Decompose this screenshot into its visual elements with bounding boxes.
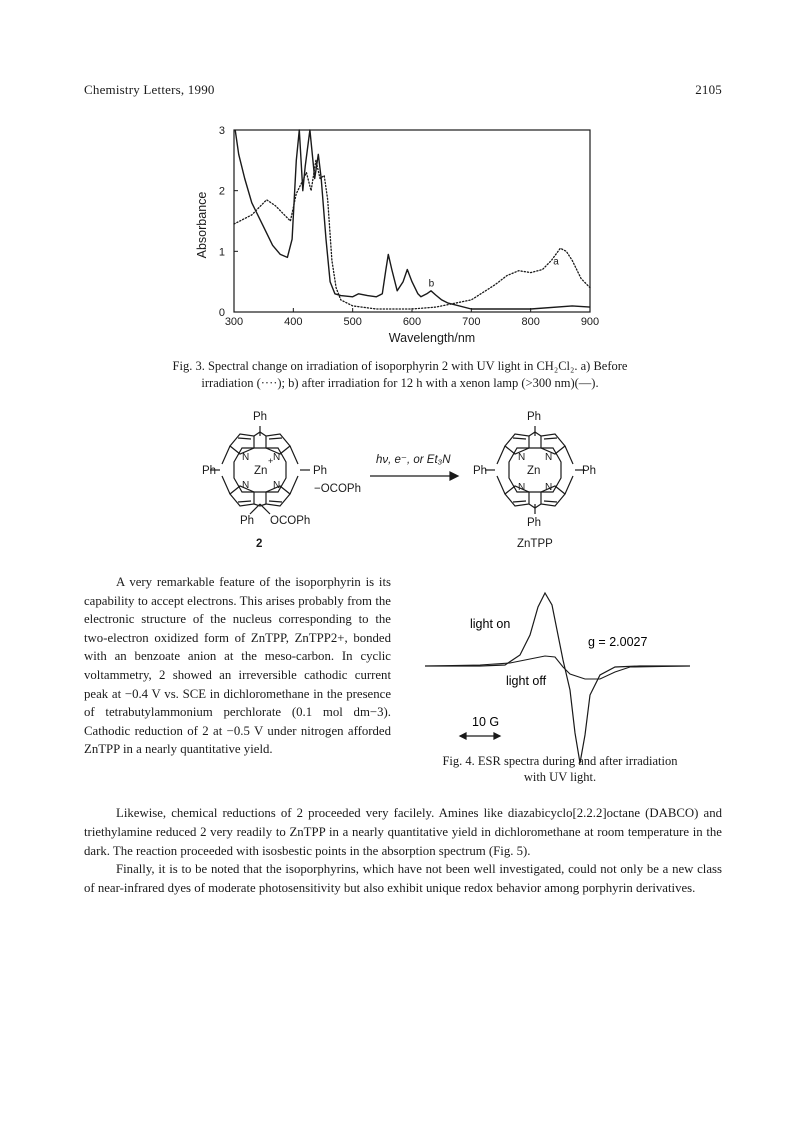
scale-bar bbox=[460, 733, 500, 739]
page-number: 2105 bbox=[695, 82, 722, 97]
ph-bottom-right: Ph bbox=[527, 517, 542, 529]
column-paragraph bbox=[84, 573, 391, 759]
fig4-caption-line2: with UV light. bbox=[523, 770, 597, 784]
y-tick-label: 1 bbox=[218, 246, 225, 259]
x-tick-label: 500 bbox=[343, 316, 362, 328]
plot-area bbox=[234, 130, 590, 312]
n-r-tl: N bbox=[518, 452, 526, 463]
x-tick-label: 400 bbox=[284, 316, 303, 328]
annotation-b: b bbox=[428, 278, 435, 290]
zn-right: Zn bbox=[527, 465, 541, 477]
n-r-br: N bbox=[545, 482, 553, 493]
g-value-label: g = 2.0027 bbox=[588, 635, 648, 649]
x-tick-label: 600 bbox=[402, 316, 422, 328]
fig3-caption-line1: Fig. 3. Spectral change on irradiation of isoporphyrin 2 with UV light in CH₂Cl₂. a) Before bbox=[172, 359, 628, 373]
fig3-caption-line2: irradiation (····); b) after irradiation for 12 h with a xenon lamp (>300 nm)(—). bbox=[201, 376, 599, 390]
x-tick-label: 800 bbox=[521, 316, 540, 328]
absorbance-chart bbox=[180, 118, 620, 354]
light-off-label: light off bbox=[506, 674, 547, 688]
counter-anion: −OCOPh bbox=[314, 483, 361, 495]
meso-ococph: OCOPh bbox=[270, 515, 311, 527]
x-axis-label: Wavelength/nm bbox=[388, 331, 476, 345]
esr-light-off-trace bbox=[425, 656, 690, 679]
ph-left-left: Ph bbox=[202, 465, 217, 477]
body-full bbox=[84, 804, 722, 898]
n-r-tr: N bbox=[545, 452, 553, 463]
esr-spectra bbox=[420, 585, 700, 765]
x-tick-label: 700 bbox=[462, 316, 481, 328]
x-tick-label: 900 bbox=[580, 316, 600, 328]
scale-label: 10 G bbox=[472, 715, 500, 729]
compound-label-zntpp: ZnTPP bbox=[517, 538, 553, 550]
chart-series bbox=[234, 130, 590, 309]
chart-frame bbox=[234, 130, 590, 312]
compound-label-2: 2 bbox=[256, 538, 263, 550]
chart-labels bbox=[195, 192, 559, 345]
paragraph-2: Likewise, chemical reductions of 2 proceeded very facilely. Amines like diazabicyclo[2.2.2]octane (DABCO) and triethylamine reduced 2 very readily to ZnTPP in a nearly quantitative yield in dichloromethane at room temperature in the dark. The reaction proceeded with isosbestic points in the absorption spectrum (Fig. 5). bbox=[84, 806, 722, 858]
col-para-text: A very remarkable feature of the isoporphyrin is its capability to accept electrons. This arises probably from the electronic structure of the nucleus corresponding to the two-electron oxidized form of ZnTPP, ZnTPP2+, bonded with an benzoate anion at the meso-carbon. In cyclic voltammetry, 2 showed an irreversible cathodic current peak at −0.4 V vs. SCE in dichloromethane in the presence of tetrabutylammonium perchlorate (0.1 mol dm−3). Cathodic reduction of 2 at −0.5 V under nitrogen afforded ZnTPP in a nearly quantitative yield. bbox=[84, 575, 391, 757]
plus-charge: + bbox=[268, 456, 274, 466]
n-tl: N bbox=[242, 452, 250, 463]
y-axis-label: Absorbance bbox=[195, 191, 209, 259]
series-a-line bbox=[234, 160, 590, 309]
ph-top-right: Ph bbox=[527, 411, 542, 423]
n-r-bl: N bbox=[518, 482, 526, 493]
ph-left-right: Ph bbox=[473, 465, 488, 477]
n-tr: N bbox=[273, 452, 281, 463]
journal-header: Chemistry Letters, 1990 bbox=[84, 82, 215, 97]
ph-bottom-left: Ph bbox=[240, 515, 255, 527]
zn-left: Zn bbox=[254, 465, 268, 477]
chart-ticks bbox=[219, 125, 599, 328]
annotation-a: a bbox=[553, 256, 559, 268]
arrow-label: hν, e⁻, or Et₃N bbox=[376, 454, 451, 466]
fig4-caption-line1: Fig. 4. ESR spectra during and after irradiation bbox=[442, 754, 678, 768]
ph-top-left: Ph bbox=[253, 411, 268, 423]
y-tick-label: 3 bbox=[218, 125, 225, 137]
ph-right-left: Ph bbox=[313, 465, 328, 477]
ph-right-right: Ph bbox=[582, 465, 597, 477]
y-tick-label: 2 bbox=[218, 185, 225, 198]
n-bl: N bbox=[242, 480, 250, 491]
x-tick-label: 300 bbox=[224, 316, 244, 328]
reaction-arrow bbox=[370, 472, 458, 480]
reaction-scheme bbox=[180, 400, 630, 560]
paragraph-3: Finally, it is to be noted that the isoporphyrins, which have not been well investigated, could not only be a new class of near-infrared dyes of moderate photosensitivity but also exhibit unique redox behavior among porphyrin derivatives. bbox=[84, 862, 722, 896]
light-on-label: light on bbox=[470, 617, 511, 631]
y-tick-label: 0 bbox=[218, 307, 225, 319]
n-br: N bbox=[273, 480, 281, 491]
